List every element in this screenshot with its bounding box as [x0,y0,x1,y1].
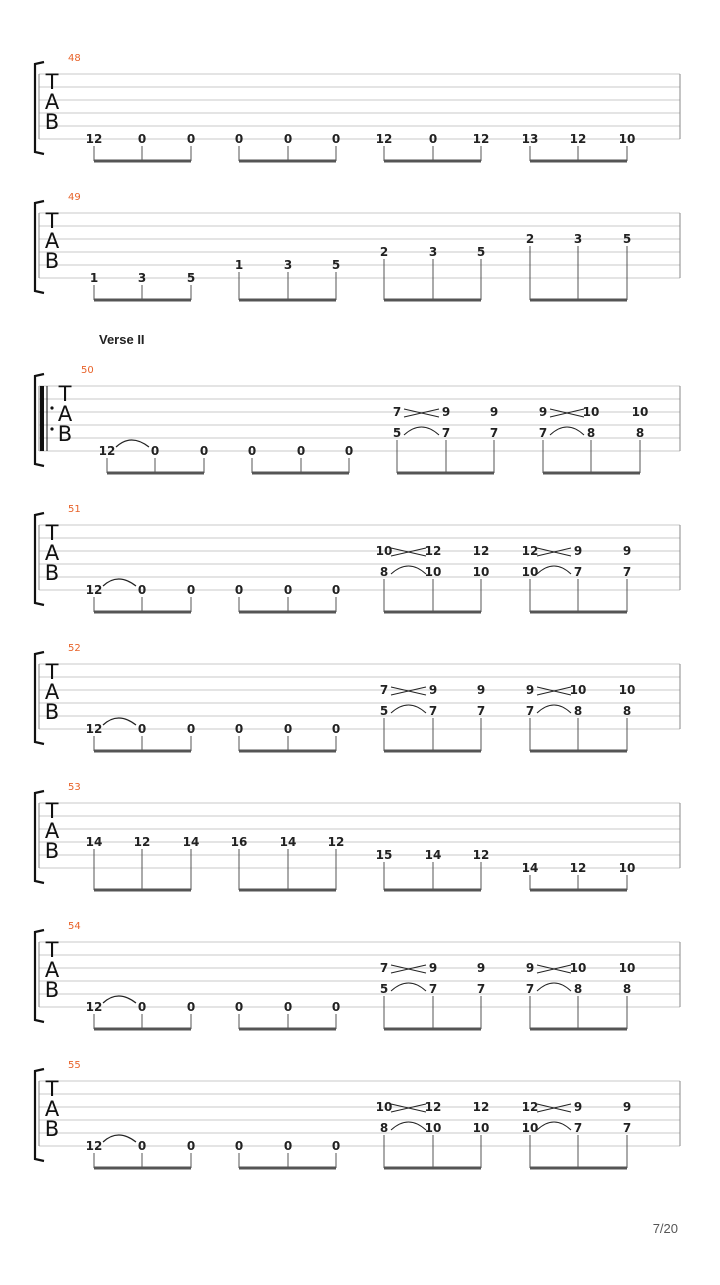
tab-clef-letter: A [44,819,60,843]
slide-arc [550,427,584,435]
measure-number: 49 [68,192,81,203]
fret-number: 13 [521,132,539,146]
fret-number: 0 [186,1000,196,1014]
tie-arc [116,440,149,447]
fret-number: 10 [618,861,636,875]
slide-arc [404,427,439,435]
fret-number: 10 [569,683,587,697]
slide-arc [391,1122,426,1130]
tab-clef-letter: A [44,229,60,253]
staff-system-52 [35,643,680,751]
fret-number: 7 [573,565,583,579]
tab-clef-letter: B [44,561,60,585]
tab-clef-letter: T [45,70,59,94]
fret-number: 5 [331,258,341,272]
fret-number: 7 [538,426,548,440]
tab-clef-letter: T [45,799,59,823]
staff-system-51 [35,504,680,612]
staff-system-49 [35,192,680,300]
fret-number: 7 [476,982,486,996]
fret-number: 3 [573,232,583,246]
fret-number: 12 [521,1100,539,1114]
fret-number: 0 [283,722,293,736]
fret-number: 9 [428,683,438,697]
fret-number: 10 [424,1121,442,1135]
fret-number: 10 [424,565,442,579]
fret-number: 0 [186,1139,196,1153]
fret-number: 0 [283,132,293,146]
fret-number: 0 [150,444,160,458]
tie-arc [103,718,136,725]
slide-arc [537,705,571,713]
fret-number: 12 [472,544,490,558]
fret-number: 10 [375,544,393,558]
tab-clef-letter: T [58,382,72,406]
staff-system-54 [35,921,680,1029]
fret-number: 12 [85,1139,103,1153]
fret-number: 12 [424,1100,442,1114]
fret-number: 9 [622,544,632,558]
fret-number: 0 [283,1000,293,1014]
fret-number: 8 [573,704,583,718]
fret-number: 0 [234,583,244,597]
slide-cross [391,1104,426,1112]
fret-number: 0 [186,583,196,597]
fret-number: 12 [133,835,151,849]
fret-number: 9 [573,544,583,558]
fret-number: 12 [569,132,587,146]
tab-clef-letter: T [45,660,59,684]
fret-number: 9 [476,961,486,975]
fret-number: 7 [379,683,389,697]
fret-number: 9 [538,405,548,419]
fret-number: 10 [582,405,600,419]
fret-number: 9 [441,405,451,419]
fret-number: 0 [137,583,147,597]
fret-number: 5 [379,982,389,996]
fret-number: 5 [622,232,632,246]
tab-clef-letter: A [44,1097,60,1121]
fret-number: 9 [573,1100,583,1114]
fret-number: 12 [569,861,587,875]
fret-number: 8 [379,1121,389,1135]
tab-clef-letter: B [44,1117,60,1141]
measure-number: 51 [68,504,81,515]
fret-number: 14 [182,835,200,849]
fret-number: 2 [379,245,389,259]
fret-number: 7 [622,565,632,579]
fret-number: 12 [472,132,490,146]
tie-arc [103,579,136,586]
fret-number: 0 [331,722,341,736]
fret-number: 0 [137,722,147,736]
repeat-dot [50,427,53,430]
fret-number: 7 [489,426,499,440]
fret-number: 10 [472,565,490,579]
fret-number: 12 [85,722,103,736]
tab-clef-letter: B [57,422,73,446]
fret-number: 0 [234,1000,244,1014]
fret-number: 0 [137,1000,147,1014]
fret-number: 9 [622,1100,632,1114]
section-label-verse: Verse II [99,332,145,347]
tab-clef-letter: T [45,521,59,545]
fret-number: 7 [379,961,389,975]
tab-clef-letter: A [44,541,60,565]
fret-number: 14 [85,835,103,849]
fret-number: 2 [525,232,535,246]
slide-arc [537,566,571,574]
staff-system-53 [35,782,680,890]
fret-number: 15 [375,848,393,862]
tie-arc [103,1135,136,1142]
fret-number: 9 [476,683,486,697]
fret-number: 5 [186,271,196,285]
staff-system-50 [35,365,680,473]
fret-number: 0 [234,722,244,736]
fret-number: 12 [98,444,116,458]
fret-number: 0 [283,583,293,597]
fret-number: 12 [472,848,490,862]
measure-number: 54 [68,921,81,932]
tab-clef-letter: T [45,938,59,962]
fret-number: 14 [521,861,539,875]
slide-arc [391,566,426,574]
fret-number: 9 [489,405,499,419]
fret-number: 12 [375,132,393,146]
tab-clef-letter: B [44,110,60,134]
fret-number: 3 [137,271,147,285]
tie-arc [103,996,136,1003]
fret-number: 7 [622,1121,632,1135]
slide-arc [537,1122,571,1130]
page-indicator: 7/20 [652,1221,678,1236]
fret-number: 0 [234,132,244,146]
fret-number: 7 [428,704,438,718]
slide-cross [537,687,571,695]
tab-clef-letter: A [44,90,60,114]
slide-cross [391,687,426,695]
fret-number: 0 [137,1139,147,1153]
repeat-thick-bar [40,386,44,451]
fret-number: 1 [234,258,244,272]
slide-arc [391,705,426,713]
fret-number: 12 [424,544,442,558]
fret-number: 8 [573,982,583,996]
slide-cross [404,409,439,417]
staff-system-55 [35,1060,680,1168]
fret-number: 0 [296,444,306,458]
fret-number: 1 [89,271,99,285]
tab-clef-letter: A [44,680,60,704]
fret-number: 12 [85,132,103,146]
fret-number: 12 [521,544,539,558]
fret-number: 0 [344,444,354,458]
fret-number: 9 [428,961,438,975]
slide-arc [391,983,426,991]
fret-number: 5 [379,704,389,718]
fret-number: 10 [618,961,636,975]
fret-number: 10 [521,565,539,579]
fret-number: 7 [525,704,535,718]
fret-number: 3 [428,245,438,259]
fret-number: 7 [573,1121,583,1135]
fret-number: 10 [631,405,649,419]
fret-number: 0 [331,583,341,597]
fret-number: 8 [635,426,645,440]
measure-number: 55 [68,1060,81,1071]
fret-number: 10 [375,1100,393,1114]
fret-number: 0 [331,1139,341,1153]
fret-number: 12 [472,1100,490,1114]
fret-number: 7 [392,405,402,419]
fret-number: 8 [622,982,632,996]
fret-number: 0 [247,444,257,458]
measure-number: 52 [68,643,81,654]
fret-number: 7 [441,426,451,440]
fret-number: 0 [137,132,147,146]
slide-arc [537,983,571,991]
fret-number: 8 [586,426,596,440]
slide-cross [550,409,584,417]
fret-number: 0 [428,132,438,146]
fret-number: 7 [525,982,535,996]
fret-number: 0 [283,1139,293,1153]
fret-number: 7 [428,982,438,996]
fret-number: 5 [476,245,486,259]
fret-number: 10 [618,132,636,146]
fret-number: 14 [424,848,442,862]
fret-number: 0 [186,722,196,736]
fret-number: 0 [199,444,209,458]
fret-number: 12 [85,1000,103,1014]
slide-cross [537,1104,571,1112]
fret-number: 9 [525,961,535,975]
tab-clef-letter: T [45,209,59,233]
measure-number: 50 [81,365,94,376]
measure-number: 48 [68,53,81,64]
tab-clef-letter: B [44,249,60,273]
fret-number: 16 [230,835,248,849]
slide-cross [391,548,426,556]
slide-cross [391,965,426,973]
staff-system-48 [35,53,680,161]
tab-clef-letter: T [45,1077,59,1101]
slide-cross [537,548,571,556]
tab-clef-letter: B [44,978,60,1002]
tab-clef-letter: B [44,700,60,724]
fret-number: 8 [379,565,389,579]
fret-number: 0 [234,1139,244,1153]
fret-number: 10 [472,1121,490,1135]
fret-number: 0 [331,132,341,146]
fret-number: 0 [331,1000,341,1014]
fret-number: 7 [476,704,486,718]
tab-clef-letter: A [44,958,60,982]
tab-clef-letter: A [57,402,73,426]
fret-number: 10 [521,1121,539,1135]
fret-number: 10 [569,961,587,975]
fret-number: 0 [186,132,196,146]
tab-clef-letter: B [44,839,60,863]
fret-number: 9 [525,683,535,697]
fret-number: 3 [283,258,293,272]
fret-number: 5 [392,426,402,440]
slide-cross [537,965,571,973]
fret-number: 12 [327,835,345,849]
fret-number: 8 [622,704,632,718]
fret-number: 14 [279,835,297,849]
fret-number: 12 [85,583,103,597]
fret-number: 10 [618,683,636,697]
measure-number: 53 [68,782,81,793]
repeat-dot [50,406,53,409]
